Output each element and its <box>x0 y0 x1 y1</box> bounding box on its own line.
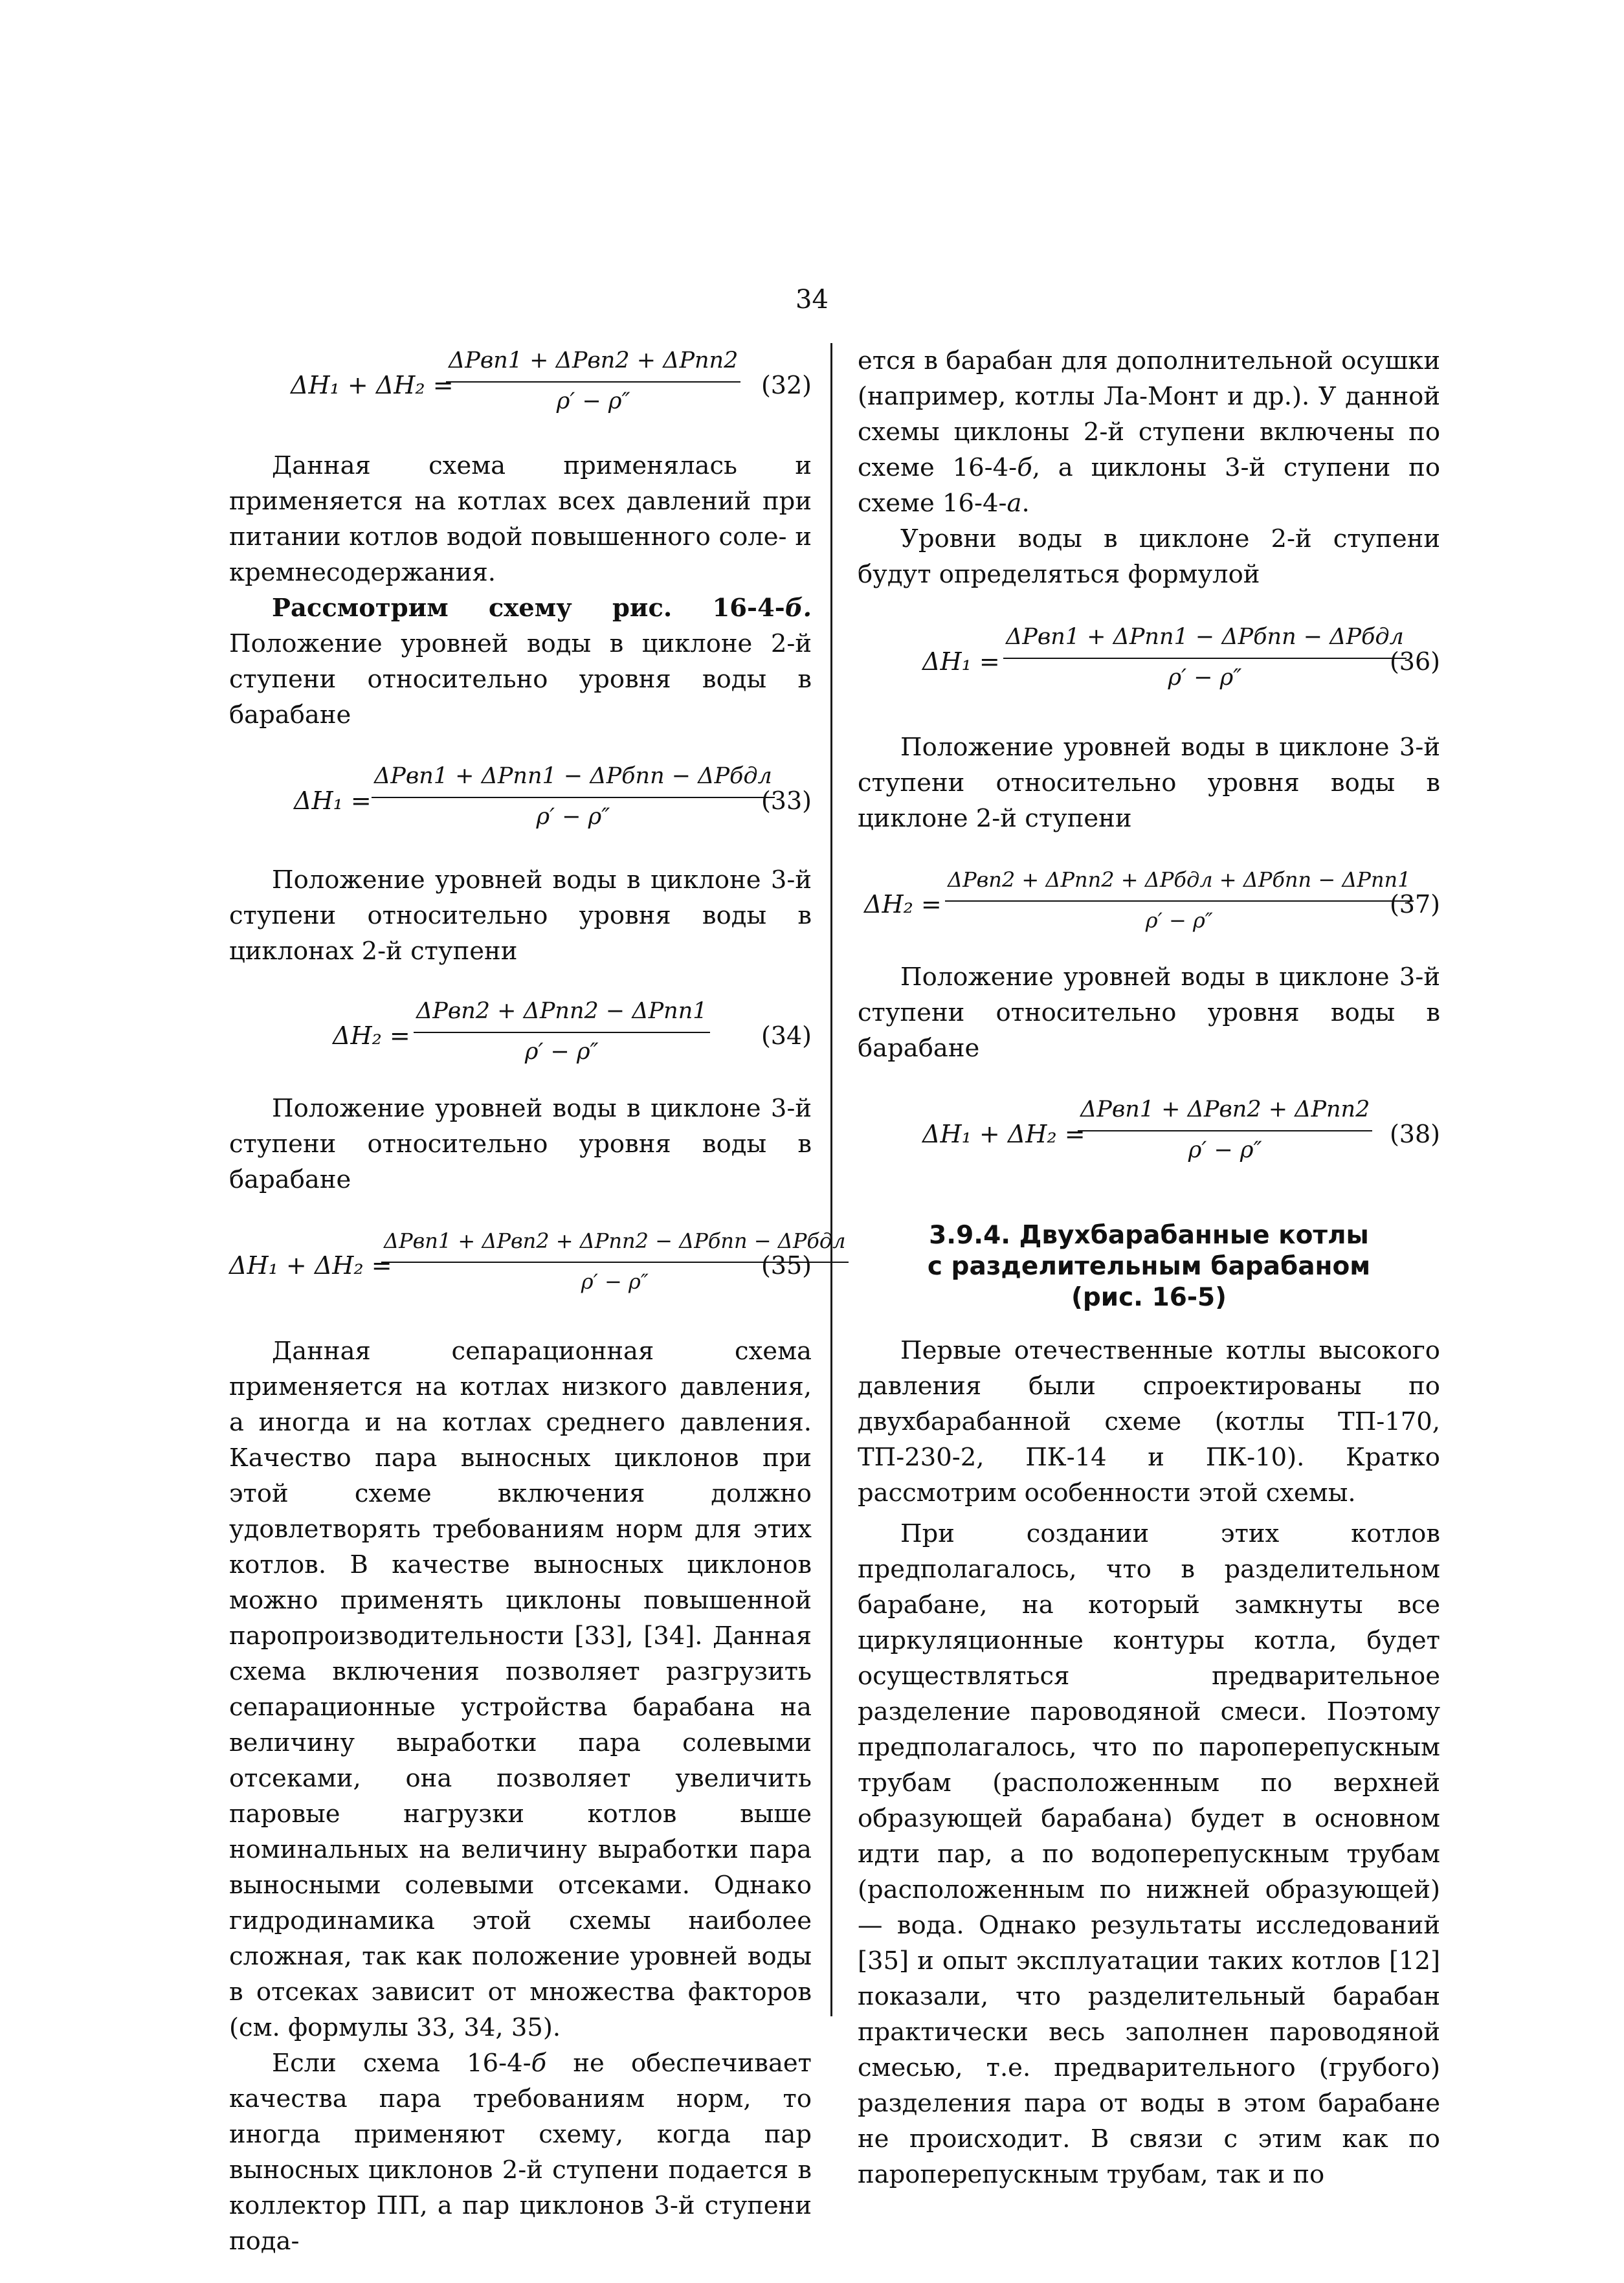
equation-fraction <box>414 994 710 1070</box>
equation-fraction <box>446 343 740 419</box>
numerator: ΔPвп1 + ΔPпп1 − ΔPбпп − ΔPбдл <box>1003 619 1407 659</box>
equation-number: (32) <box>761 371 812 399</box>
italic-text: б <box>531 2049 547 2078</box>
paragraph: Уровни воды в циклоне 2-й ступени будут определяться формулой <box>858 524 1440 589</box>
equation-lhs: ΔH₂ = <box>333 1021 410 1050</box>
text: ется в барабан для дополнительной осушки (например, котлы Ла-Монт и др.). У данной схемы циклоны 2-й ступени включены по схеме 16-4- <box>858 346 1440 482</box>
numerator: ΔPвп2 + ΔPпп2 − ΔPпп1 <box>414 994 710 1033</box>
equation-37 <box>858 862 1440 959</box>
numerator: ΔPвп2 + ΔPпп2 + ΔPбдл + ΔPбпп − ΔPпп1 <box>945 862 1414 902</box>
bold-text: Рассмотрим схему рис. 16-4- <box>272 594 785 623</box>
paragraph: Положение уровней воды в циклоне 3-й ступени относительно уровня воды в барабане <box>229 1094 812 1194</box>
equation-38 <box>858 1092 1440 1208</box>
paragraph <box>229 2045 812 2259</box>
paragraph: Данная сепарационная схема применяется на котлах низкого давления, а иногда и на котлах среднего давления. Качество пара выносных циклонов при этой схеме включения должно удовлетворять требованиям норм для этих котлов. В качестве выносных циклонов можно применять циклоны повышенной паропроизводительности [33], [34]. Данная схема включения позволяет разгрузить сепарационные устройства барабана на величину выработки пара солевыми отсеками, она позволяет увеличить паровые нагрузки котлов выше номинальных на величину выработки пара выносными солевыми отсеками. Однако гидродинамика этой схемы наиболее сложная, так как положение уровней воды в отсеках зависит от множества факторов (см. формулы 33, 34, 35). <box>229 1337 812 2042</box>
bold-italic-text: б. <box>784 594 812 623</box>
italic-text: б <box>1017 453 1032 482</box>
equation-36 <box>858 619 1440 729</box>
paragraph <box>858 343 1440 521</box>
equation-lhs: ΔH₂ = <box>864 890 942 919</box>
left-column <box>229 343 846 2259</box>
equation-number: (36) <box>1389 647 1440 676</box>
equation-lhs: ΔH₁ = <box>294 786 372 815</box>
numerator: ΔPвп1 + ΔPвп2 + ΔPпп2 <box>1078 1092 1372 1131</box>
paragraph: Положение уровней воды в циклоне 3-й ступени относительно уровня воды в циклонах 2-й ступени <box>229 865 812 966</box>
equation-35 <box>229 1223 846 1327</box>
equation-lhs: ΔH₁ + ΔH₂ = <box>229 1251 392 1280</box>
paragraph: Первые отечественные котлы высокого давления были спроектированы по двухбарабанной схеме (котлы ТП-170, ТП-230-2, ПК-14 и ПК-10). Кратко рассмотрим особенности этой схемы. <box>858 1336 1440 1508</box>
heading-line: (рис. 16-5) <box>1071 1283 1227 1312</box>
equation-lhs: ΔH₁ + ΔH₂ = <box>922 1120 1085 1148</box>
paragraph: Данная схема применялась и применяется на котлах всех давлений при питании котлов водой повышенного соле- и кремнесодержания. <box>229 451 812 587</box>
numerator: ΔPвп1 + ΔPпп1 − ΔPбпп − ΔPбдл <box>372 759 775 798</box>
paragraph: При создании этих котлов предполагалось, что в разделительном барабане, на который замкнуты все циркуляционные контуры котла, будет осуществляться предварительное разделение пароводяной смеси. Поэтому предполагалось, что по пароперепускным трубам (расположенным по верхней образующей барабана) будет в основном идти пар, а по водоперепускным трубам (расположенным по нижней образующей) — вода. Однако результаты исследований [35] и опыт эксплуатации таких котлов [12] показали, что разделительный барабан практически весь заполнен пароводяной смесью, т.е. предварительного (грубого) разделения пара от воды в этом барабане не происходит. В связи с этим как по пароперепускным трубам, так и по <box>858 1519 1440 2189</box>
section-heading <box>858 1220 1440 1313</box>
heading-line: 3.9.4. Двухбарабанные котлы <box>929 1221 1369 1250</box>
text: . <box>1021 489 1030 518</box>
equation-number: (37) <box>1389 890 1440 919</box>
text: не обеспечивает качества пара требованиям норм, то иногда применяют схему, когда пар выносных циклонов 2-й ступени подается в коллектор ПП, а пар циклонов 3-й ступени пода- <box>229 2049 812 2256</box>
denominator: ρ′ − ρ″ <box>1188 1137 1262 1163</box>
equation-number: (38) <box>1389 1120 1440 1148</box>
equation-33 <box>229 759 812 862</box>
equation-fraction <box>1078 1092 1372 1168</box>
italic-text: а <box>1007 489 1022 518</box>
equation-34 <box>229 994 812 1091</box>
denominator: ρ′ − ρ″ <box>581 1269 649 1294</box>
equation-number: (33) <box>761 786 812 815</box>
denominator: ρ′ − ρ″ <box>1145 908 1213 933</box>
text: Положение уровней воды в циклоне 2-й ступени относительно уровня воды в барабане <box>229 629 812 729</box>
paragraph <box>229 590 812 733</box>
column-divider <box>830 343 832 2016</box>
equation-fraction <box>1003 619 1407 696</box>
page-number: 34 <box>795 285 829 315</box>
numerator: ΔPвп1 + ΔPвп2 + ΔPпп2 <box>446 343 740 383</box>
denominator: ρ′ − ρ″ <box>1168 665 1242 691</box>
heading-line: с разделительным барабаном <box>927 1252 1371 1281</box>
equation-number: (35) <box>761 1251 812 1280</box>
paragraph: Положение уровней воды в циклоне 3-й ступени относительно уровня воды в барабане <box>858 963 1440 1063</box>
equation-32 <box>229 343 812 440</box>
denominator: ρ′ − ρ″ <box>536 804 610 830</box>
paragraph: Положение уровней воды в циклоне 3-й ступени относительно уровня воды в циклоне 2-й ступени <box>858 733 1440 833</box>
denominator: ρ′ − ρ″ <box>524 1039 599 1065</box>
equation-lhs: ΔH₁ + ΔH₂ = <box>291 371 454 399</box>
equation-lhs: ΔH₁ = <box>922 647 1000 676</box>
right-column <box>858 343 1440 2192</box>
equation-fraction <box>945 862 1414 939</box>
numerator: ΔPвп1 + ΔPвп2 + ΔPпп2 − ΔPбпп − ΔPбдл <box>381 1223 849 1263</box>
equation-number: (34) <box>761 1021 812 1050</box>
text: , а циклоны 3-й ступени по схеме 16-4- <box>858 453 1441 518</box>
equation-fraction <box>372 759 775 835</box>
denominator: ρ′ − ρ″ <box>556 388 630 414</box>
text: Если схема 16-4- <box>272 2049 531 2078</box>
